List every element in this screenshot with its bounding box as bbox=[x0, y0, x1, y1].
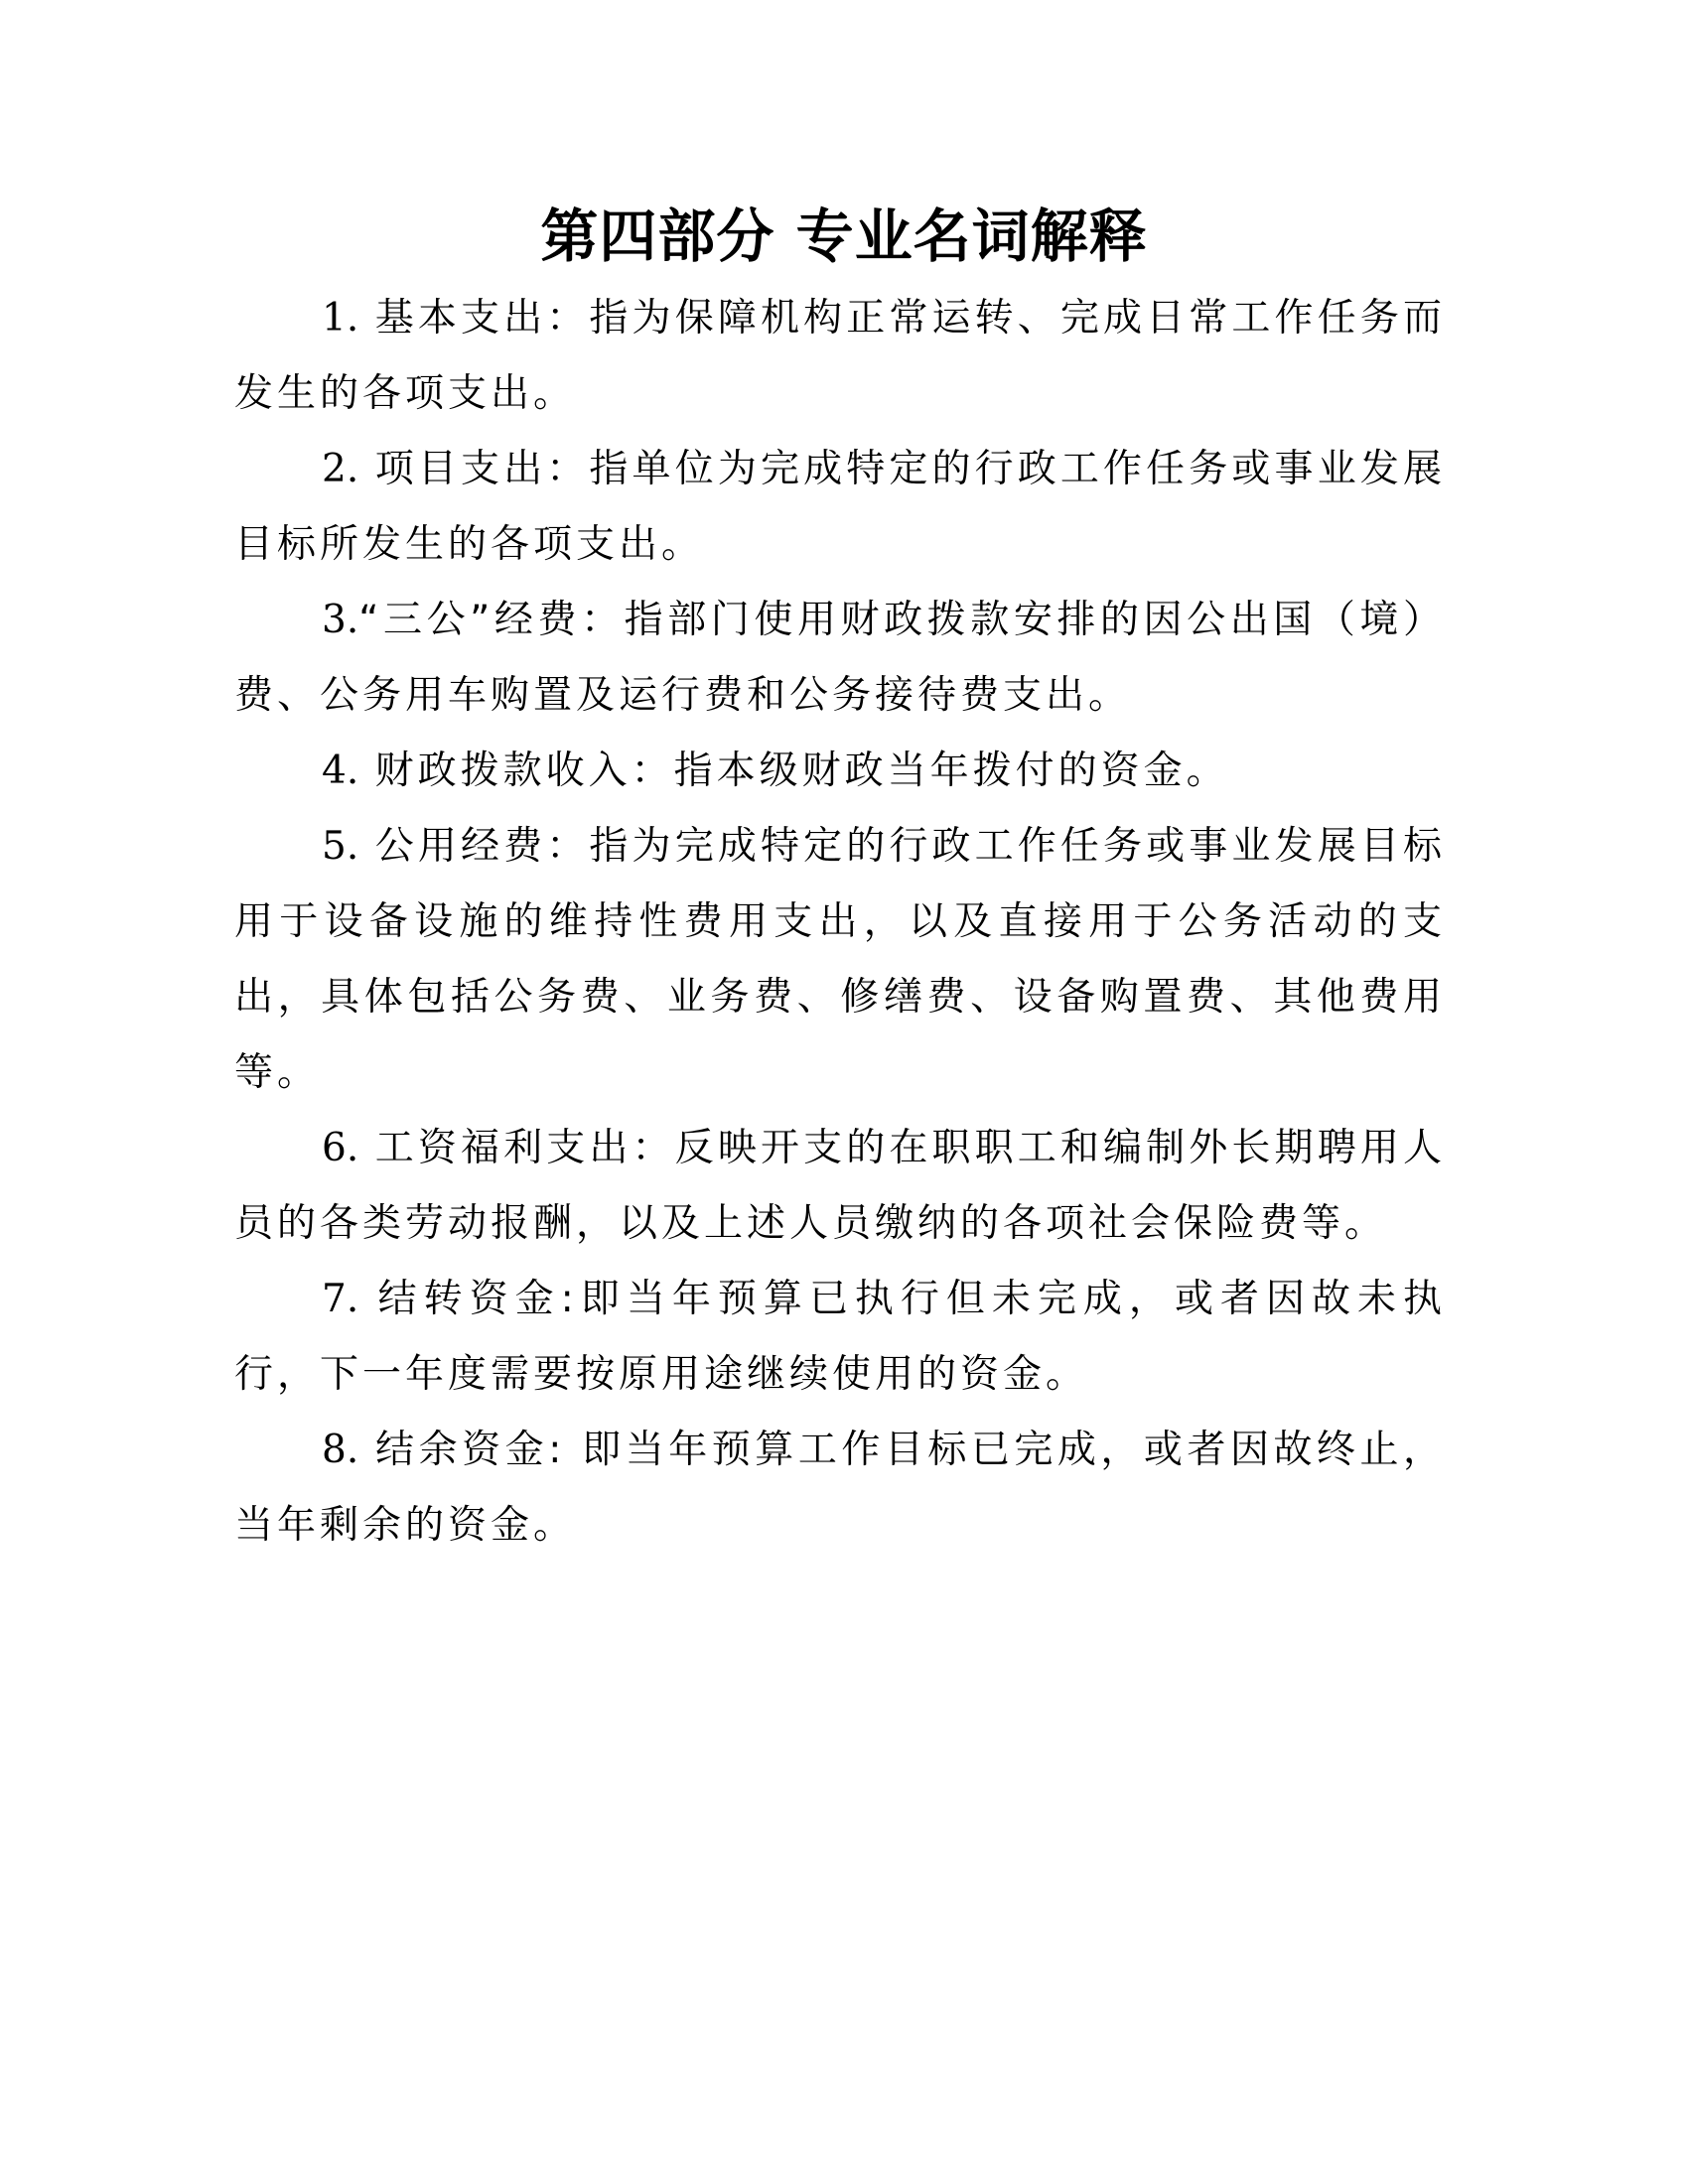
term-list bbox=[234, 281, 1446, 1564]
term-name: 结余资金: bbox=[375, 1428, 566, 1472]
term-item-carryover-funds bbox=[234, 1262, 1446, 1413]
term-name: 财政拨款收入： bbox=[374, 749, 674, 793]
term-number: 8. bbox=[322, 1428, 359, 1472]
term-name: 结转资金: bbox=[377, 1277, 578, 1321]
term-name: 基本支出： bbox=[374, 296, 590, 341]
term-name: 项目支出： bbox=[374, 447, 590, 491]
term-definition: 即当年预算工作目标已完成，或者因故终止，当年剩余的资金。 bbox=[234, 1428, 1447, 1548]
term-definition: 指部门使用财政拨款安排的因公出国（境）费、公务用车购置及运行费和公务接待费支出。 bbox=[234, 598, 1446, 718]
term-number: 3. bbox=[322, 598, 359, 642]
term-item-project-expenditure bbox=[234, 432, 1446, 583]
page-title: 第四部分 专业名词解释 bbox=[540, 203, 1148, 270]
term-name: “三公”经费： bbox=[358, 598, 625, 642]
term-number: 7. bbox=[322, 1277, 359, 1321]
term-item-basic-expenditure bbox=[234, 281, 1446, 432]
term-definition: 指为保障机构正常运转、完成日常工作任务而发生的各项支出。 bbox=[234, 296, 1446, 416]
term-number: 6. bbox=[322, 1126, 359, 1170]
term-number: 2. bbox=[322, 447, 359, 491]
term-number: 1. bbox=[322, 296, 359, 341]
term-number: 5. bbox=[322, 824, 359, 869]
term-item-surplus-funds bbox=[234, 1413, 1446, 1564]
term-name: 工资福利支出： bbox=[374, 1126, 675, 1170]
term-definition: 即当年预算已执行但未完成，或者因故未执行，下一年度需要按原用途继续使用的资金。 bbox=[234, 1277, 1446, 1397]
term-definition: 指单位为完成特定的行政工作任务或事业发展目标所发生的各项支出。 bbox=[234, 447, 1446, 567]
term-item-wage-welfare-expenditure bbox=[234, 1111, 1446, 1262]
term-definition: 指为完成特定的行政工作任务或事业发展目标用于设备设施的维持性费用支出，以及直接用于公务活动的支出，具体包括公务费、业务费、修缮费、设备购置费、其他费用等。 bbox=[234, 824, 1446, 1095]
term-item-fiscal-appropriation-income bbox=[234, 734, 1446, 809]
term-item-three-public-expenses bbox=[234, 583, 1446, 734]
term-item-public-funds bbox=[234, 809, 1446, 1111]
term-number: 4. bbox=[322, 749, 359, 793]
term-name: 公用经费： bbox=[374, 824, 590, 869]
term-definition: 反映开支的在职职工和编制外长期聘用人员的各类劳动报酬，以及上述人员缴纳的各项社会保险费等。 bbox=[234, 1126, 1446, 1246]
term-definition: 指本级财政当年拨付的资金。 bbox=[673, 749, 1229, 793]
